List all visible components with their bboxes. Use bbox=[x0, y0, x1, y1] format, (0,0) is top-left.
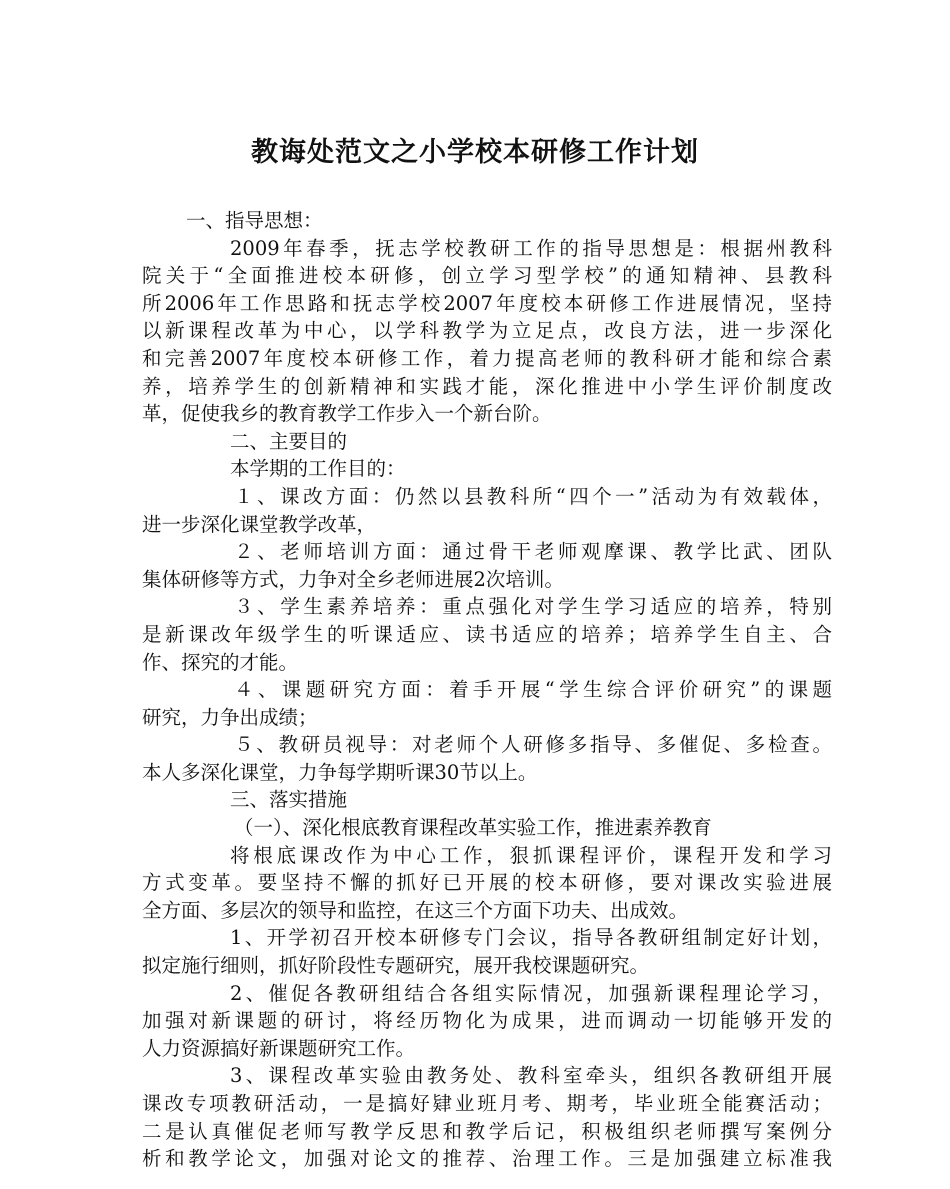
paragraph-line: 以新课程改革为中心，以学科教学为立足点，改良方法，进一步深化 bbox=[142, 319, 832, 343]
list-item-line: 研究，力争出成绩； bbox=[142, 705, 318, 729]
section-heading-main-goals: 二、主要目的 bbox=[230, 429, 348, 453]
document-title: 教诲处范文之小学校本研修工作计划 bbox=[251, 137, 699, 168]
paragraph-line: 方式变革。要坚持不懈的抓好已开展的校本研修，要对课改实验进展 bbox=[142, 871, 832, 895]
subsection-heading: （一）、深化根底教育课程改革实验工作，推进素养教育 bbox=[234, 816, 712, 840]
list-item-line: ４、课题研究方面：着手开展“学生综合评价研究”的课题 bbox=[234, 678, 832, 702]
paragraph-line: 院关于“全面推进校本研修，创立学习型学校”的通知精神、县教科 bbox=[142, 264, 832, 288]
list-item-line: 课改专项教研活动，一是搞好肄业班月考、期考，毕业班全能赛活动； bbox=[142, 1092, 832, 1115]
list-item-line: 加强对新课题的研讨，将经历物化为成果，进而调动一切能够开发的 bbox=[142, 1009, 832, 1033]
paragraph-line: 和完善2007年度校本研修工作，着力提高老师的教科研才能和综合素 bbox=[142, 346, 832, 370]
paragraph-line: 2009年春季，抚志学校教研工作的指导思想是：根据州教科 bbox=[230, 236, 832, 260]
paragraph-line: 全方面、多层次的领导和监控，在这三个方面下功夫、出成效。 bbox=[142, 898, 689, 922]
list-item-line: 进一步深化课堂教学改革， bbox=[142, 512, 377, 536]
list-item-line: 人力资源搞好新课题研究工作。 bbox=[142, 1036, 416, 1060]
list-item-line: 作、探究的才能。 bbox=[142, 650, 299, 674]
paragraph-line: 所2006年工作思路和抚志学校2007年度校本研修工作进展情况，坚持 bbox=[142, 291, 832, 315]
list-item-line: 拟定施行细则，抓好阶段性专题研究，展开我校课题研究。 bbox=[142, 954, 650, 978]
paragraph-line: 革，促使我乡的教育教学工作步入一个新台阶。 bbox=[142, 402, 552, 426]
list-item-line: 1、开学初召开校本研修专门会议，指导各教研组制定好计划， bbox=[230, 926, 832, 950]
list-item-line: 集体研修等方式，力争对全乡老师进展2次培训。 bbox=[142, 567, 564, 591]
section-heading-measures: 三、落实措施 bbox=[230, 788, 348, 812]
paragraph-line: 本学期的工作目的： bbox=[230, 457, 406, 481]
list-item-line: 本人多深化课堂，力争每学期听课30节以上。 bbox=[142, 760, 538, 784]
list-item-line: ５、教研员视导：对老师个人研修多指导、多催促、多检查。 bbox=[234, 733, 832, 757]
paragraph-line: 将根底课改作为中心工作，狠抓课程评价，课程开发和学习 bbox=[230, 843, 832, 867]
list-item-line: ２、老师培训方面：通过骨干老师观摩课、教学比武、团队 bbox=[234, 540, 832, 564]
list-item-line: 析和教学论文，加强对论文的推荐、治理工作。三是加强建立标准我 bbox=[142, 1147, 832, 1171]
list-item-line: 2、催促各教研组结合各组实际情况，加强新课程理论学习， bbox=[230, 981, 832, 1005]
list-item-line: ３、学生素养培养：重点强化对学生学习适应的培养，特别 bbox=[234, 595, 832, 619]
list-item-line: 是新课改年级学生的听课适应、读书适应的培养；培养学生自主、合 bbox=[142, 622, 832, 646]
list-item-line: １、课改方面：仍然以县教科所“四个一”活动为有效载体， bbox=[234, 484, 832, 508]
list-item-line: 3、课程改革实验由教务处、教科室牵头，组织各教研组开展 bbox=[230, 1064, 832, 1088]
paragraph-line: 养，培养学生的创新精神和实践才能，深化推进中小学生评价制度改 bbox=[142, 374, 832, 398]
document-body bbox=[142, 207, 832, 1173]
list-item-line: 二是认真催促老师写教学反思和教学后记，积极组织老师撰写案例分 bbox=[142, 1119, 832, 1143]
section-heading-guiding-ideology: 一、指导思想： bbox=[186, 209, 323, 232]
